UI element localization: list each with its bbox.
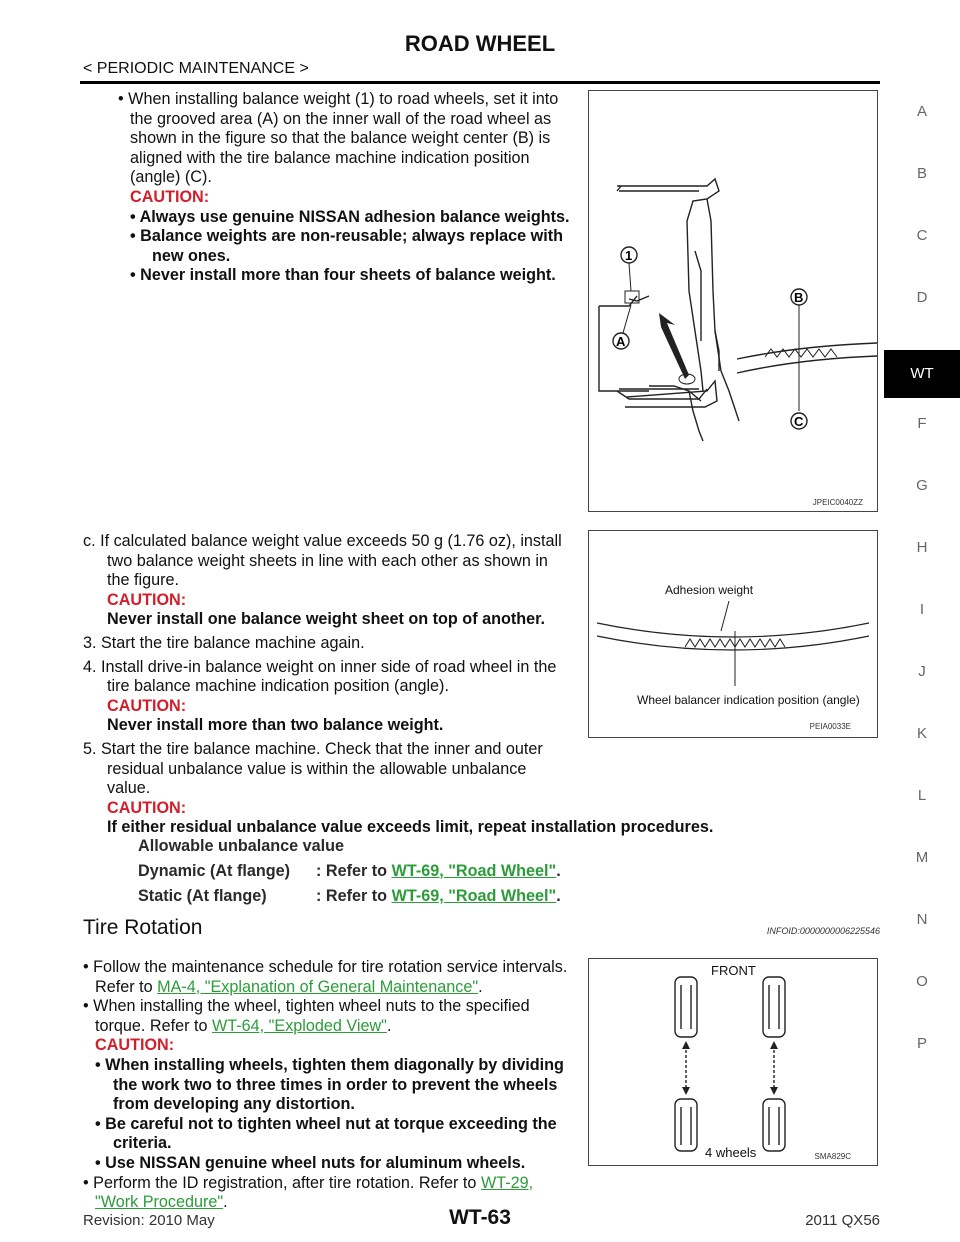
tire-rotation-diagram <box>589 959 877 1165</box>
r-caution: criteria. <box>113 1134 172 1153</box>
page-number: WT-63 <box>449 1206 511 1229</box>
unbalance-row-dynamic <box>138 862 561 882</box>
bullet-dot: • <box>118 90 129 108</box>
wheel-section-illustration <box>589 91 877 511</box>
header-rule <box>80 81 880 84</box>
step-5-cont: value. <box>107 779 151 798</box>
caution-item: new ones. <box>152 246 231 265</box>
section-label: < PERIODIC MAINTENANCE > <box>83 60 309 77</box>
unbalance-heading: Allowable unbalance value <box>138 837 345 855</box>
side-index <box>884 100 960 1094</box>
side-tab-l[interactable]: L <box>917 787 927 804</box>
bullet-dot: • <box>130 207 140 226</box>
r-bullet-1: Follow the maintenance schedule for tire rotation service intervals. <box>93 958 568 976</box>
b1-line: shown in the figure so that the balance weight center (B) is <box>130 129 551 148</box>
row-label: Dynamic (At flange) <box>138 861 291 880</box>
figure-code: JPEIC0040ZZ <box>812 498 863 507</box>
side-tab-c[interactable]: C <box>916 227 928 244</box>
r-caution: Use NISSAN genuine wheel nuts for aluminum wheels. <box>105 1153 526 1172</box>
link-work-procedure[interactable]: "Work Procedure" <box>95 1193 224 1212</box>
side-tab-h[interactable]: H <box>916 539 928 556</box>
caution-text: Never install one balance weight sheet on top of another. <box>107 610 546 629</box>
step-3: 3. Start the tire balance machine again. <box>83 633 365 652</box>
row-end: . <box>556 861 561 880</box>
figure-adhesion-weight <box>588 530 878 738</box>
side-tab-g[interactable]: G <box>916 477 928 494</box>
label-adhesion-weight: Adhesion weight <box>665 583 754 597</box>
block1-text <box>118 90 578 286</box>
figure-tire-rotation <box>588 958 878 1166</box>
link-wt29[interactable]: WT-29, <box>480 1173 534 1192</box>
caution-text: If either residual unbalance value exceeds limit, repeat installation procedures. <box>107 818 714 837</box>
bullet-dot: • <box>83 958 94 976</box>
r-refer: Refer to <box>95 977 153 996</box>
caution-text: Never install more than two balance weight. <box>107 716 444 735</box>
b1-line: aligned with the tire balance machine indication position <box>130 148 530 167</box>
side-tab-a[interactable]: A <box>916 103 927 120</box>
step-4: 4. Install drive-in balance weight on inner side of road wheel in the <box>83 657 557 676</box>
link-wt69-dynamic[interactable]: WT-69, "Road Wheel" <box>391 861 557 880</box>
bullet-dot: • <box>95 1114 106 1133</box>
b1-line: the grooved area (A) on the inner wall of the road wheel as <box>130 109 552 128</box>
side-tab-o[interactable]: O <box>916 973 928 990</box>
r-refer: torque. Refer to <box>95 1016 208 1035</box>
label-indication-position: Wheel balancer indication position (angle) <box>637 693 860 707</box>
callout-b: B <box>794 290 804 305</box>
caution-item: Always use genuine NISSAN adhesion balance weights. <box>139 207 570 226</box>
section-title-tire-rotation: Tire Rotation <box>83 916 203 939</box>
side-tab-i[interactable]: I <box>919 601 925 618</box>
b1-bullet: When installing balance weight (1) to road wheels, set it into <box>128 90 559 108</box>
step-c-cont: two balance weight sheets in line with each other as shown in <box>107 551 548 570</box>
label-front: FRONT <box>711 963 756 978</box>
side-tab-wt[interactable]: WT <box>884 350 960 398</box>
side-tab-f[interactable]: F <box>917 415 927 432</box>
caution-label: CAUTION: <box>107 798 187 817</box>
page-title: ROAD WHEEL <box>404 31 556 56</box>
footer-revision: Revision: 2010 May <box>83 1212 215 1229</box>
step-5: 5. Start the tire balance machine. Check that the inner and outer <box>83 739 543 758</box>
side-tab-p[interactable]: P <box>916 1035 927 1052</box>
footer-model: 2011 QX56 <box>805 1212 880 1229</box>
link-wt69-static[interactable]: WT-69, "Road Wheel" <box>391 887 557 906</box>
side-tab-b[interactable]: B <box>916 165 927 182</box>
side-tab-k[interactable]: K <box>916 725 927 742</box>
step-5-cont: residual unbalance value is within the allowable unbalance <box>107 759 527 778</box>
bullet-dot: • <box>130 266 141 285</box>
caution-label: CAUTION: <box>95 1036 175 1055</box>
callout-a: A <box>616 334 626 349</box>
caution-item: Never install more than four sheets of balance weight. <box>140 266 556 285</box>
row-end: . <box>556 887 561 906</box>
figure-balance-weight-install <box>588 90 878 512</box>
side-tab-j[interactable]: J <box>918 663 926 680</box>
r-caution: from developing any distortion. <box>113 1095 355 1114</box>
bullet-dot: • <box>83 1173 94 1192</box>
unbalance-row-static <box>138 887 561 907</box>
step-4-cont: tire balance machine indication position (angle). <box>107 677 449 696</box>
side-tab-n[interactable]: N <box>916 911 928 928</box>
bullet-dot: • <box>95 1055 106 1074</box>
r-caution: When installing wheels, tighten them diagonally by dividing <box>105 1055 564 1074</box>
bullet-dot: • <box>83 997 94 1016</box>
row-refer: : Refer to <box>316 887 388 906</box>
row-label: Static (At flange) <box>138 887 267 906</box>
link-wt64[interactable]: WT-64, "Exploded View" <box>211 1016 387 1035</box>
caution-item: Balance weights are non-reusable; always replace with <box>140 227 563 246</box>
label-4-wheels: 4 wheels <box>705 1145 757 1160</box>
callout-c: C <box>794 414 804 429</box>
caution-label: CAUTION: <box>107 590 187 609</box>
info-id: INFOID:0000000006225546 <box>766 926 880 936</box>
link-ma4[interactable]: MA-4, "Explanation of General Maintenance" <box>157 977 479 996</box>
b1-line: (angle) (C). <box>130 168 212 187</box>
r-caution: Be careful not to tighten wheel nut at torque exceeding the <box>105 1114 557 1133</box>
side-tab-d[interactable]: D <box>916 289 928 306</box>
r-bullet-3: Perform the ID registration, after tire rotation. Refer to <box>93 1173 477 1192</box>
callout-1: 1 <box>625 248 633 263</box>
bullet-dot: • <box>95 1153 106 1172</box>
rotation-text: • Follow the maintenance schedule for tire rotation service intervals. Refer to MA-4, "Explanation of General Maintenance". • When installing the wheel, tighten wheel nuts to the specified torque. Refer to WT-64, "Exploded View". CAUTION: • When installing wheels, tighten them diagonally by dividing the work two to three times in order to prevent the wheels from developing any distortion. • Be careful not to tighten wheel nut at torque exceeding the criteria. • Use NISSAN genuine wheel nuts for aluminum wheels. • Perform the ID registration, after tire rotation. Refer to WT-29, "Work Procedure". <box>83 958 578 1213</box>
figure-code: SMA829C <box>814 1152 851 1161</box>
figure-code: PEIA0033E <box>809 722 851 731</box>
caution-label: CAUTION: <box>107 696 187 715</box>
r-caution: the work two to three times in order to prevent the wheels <box>113 1075 558 1094</box>
step-c-cont: the figure. <box>107 571 179 590</box>
r-bullet-2: When installing the wheel, tighten wheel nuts to the specified <box>93 997 530 1016</box>
row-refer: : Refer to <box>316 861 388 880</box>
bullet-dot: • <box>130 227 141 246</box>
step-c: c. If calculated balance weight value exceeds 50 g (1.76 oz), install <box>83 532 562 550</box>
unbalance-spec <box>138 837 561 907</box>
caution-label: CAUTION: <box>130 187 210 206</box>
side-tab-m[interactable]: M <box>915 849 929 866</box>
